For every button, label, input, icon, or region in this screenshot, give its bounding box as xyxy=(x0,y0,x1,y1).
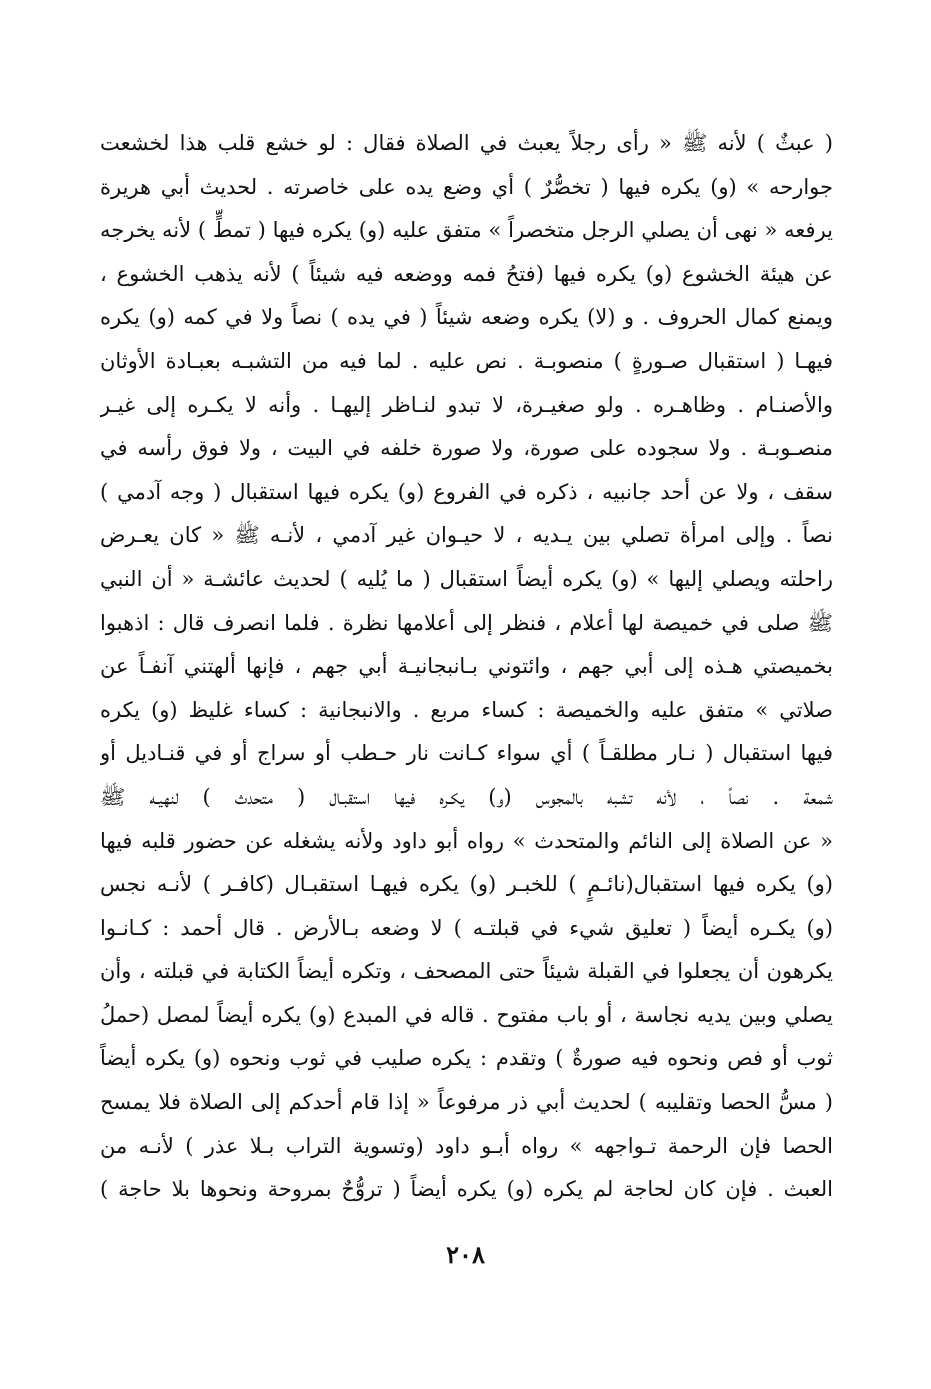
text-line: يرفعه « نهى أن يصلي الرجل متخصراً » متفق عليه (و) يكره فيها ( تمطٍّ ) لأنه يخرجه xyxy=(100,218,833,243)
text-line: شمعة . نصاً ، لأنه تشبه بالمجوس (و) يكـره فيها استقبـال ( متحدث ) لنهيـه ﷺ xyxy=(100,784,833,809)
text-line: سقف ، ولا عن أحد جانبيه ، ذكره في الفروع (و) يكره فيها استقبال ( وجه آدمي ) xyxy=(100,479,833,504)
text-line: يكرهون أن يجعلوا في القبلة شيئاً حتى المصحف ، وتكره أيضاً الكتابة في قبلته ، وأن xyxy=(100,959,833,984)
text-line: ويمنع كمال الحروف . و (لا) يكره وضعه شيئاً ( في يده ) نصاً ولا في كمه (و) يكره xyxy=(100,305,833,330)
text-line: منصـوبـة . ولا سجوده على صورة، ولا صورة خلفه في البيت ، ولا فوق رأسه في xyxy=(100,436,833,461)
text-line: (و) يكره فيها استقبال(نائـمٍ ) للخبـر (و) يكره فيهـا استقبـال (كافـر ) لأنـه نجس xyxy=(100,872,833,897)
text-line: والأصنـام . وظاهـره . ولو صغيـرة، لا تبدو لنـاظر إليهـا . وأنه لا يكـره إلى غيـر xyxy=(100,392,833,417)
text-line: الحصا فإن الرحمة تـواجهه » رواه أبـو داود (وتسوية التراب بـلا عذر ) لأنـه من xyxy=(100,1133,833,1158)
text-line: بخميصتي هـذه إلى أبي جهم ، وائتوني بـانبجانيـة أبي جهم ، فإنها ألهتني آنفـاً عن xyxy=(100,654,833,679)
text-line: يصلي وبين يديه نجاسة ، أو باب مفتوح . قاله في المبدع (و) يكره أيضاً لمصل (حملُ xyxy=(100,1002,833,1027)
page-number: ٢٠٨ xyxy=(446,1240,485,1269)
text-line: راحلته ويصلي إليها » (و) يكره أيضاً استقبال ( ما يُليه ) لحديث عائشـة « أن النبي xyxy=(100,566,833,591)
text-line: (و) يكـره أيضاً ( تعليق شيء في قبلتـه ) لا وضعه بـالأرض . قال أحمد : كـانـوا xyxy=(100,915,833,940)
text-line: جوارحه » (و) يكره فيها ( تخصُّرٌ ) أي وضع يده على خاصرته . لحديث أبي هريرة xyxy=(100,174,833,199)
text-line: فيهـا ( استقبال صـورةٍ ) منصوبـة . نص عليه . لما فيه من التشبـه بعبـادة الأوثان xyxy=(100,348,833,373)
text-line: فيها استقبال ( نـار مطلقـاً ) أي سواء كـانت نار حـطب أو سراج أو في قنـاديل أو xyxy=(100,741,833,766)
text-line: ( عبثٌ ) لأنه ﷺ « رأى رجلاً يعبث في الصلاة فقال : لو خشع قلب هذا لخشعت xyxy=(100,131,833,155)
body-text xyxy=(100,122,833,1212)
text-line: عن هيئة الخشوع (و) يكره فيها (فتحُ فمه ووضعه فيه شيئاً ) لأنه يذهب الخشوع ، xyxy=(100,261,833,286)
text-line: « عن الصلاة إلى النائم والمتحدث » رواه أبو داود ولأنه يشغله عن حضور قلبه فيها xyxy=(100,828,833,853)
text-line: ثوب أو فص ونحوه فيه صورةٌ ) وتقدم : يكره صليب في ثوب ونحوه (و) يكره أيضاً xyxy=(100,1046,833,1071)
text-line: صلاتي » متفق عليه والخميصة : كساء مربع . والانبجانية : كساء غليظ (و) يكره xyxy=(100,697,833,722)
text-line: العبث . فإن كان لحاجة لم يكره (و) يكره أيضاً ( تروُّحٌ بمروحة ونحوها بلا حاجة ) xyxy=(100,1177,833,1202)
text-line: ﷺ صلى في خميصة لها أعلام ، فنظر إلى أعلامها نظرة . فلما انصرف قال : اذهبوا xyxy=(100,610,833,635)
text-line: نصاً . وإلى امرأة تصلي بين يـديه ، لا حيـوان غير آدمي ، لأنـه ﷺ « كان يعـرض xyxy=(100,523,833,548)
text-line: ( مسُّ الحصا وتقليبه ) لحديث أبي ذر مرفوعاً « إذا قام أحدكم إلى الصلاة فلا يمسح xyxy=(100,1090,833,1115)
